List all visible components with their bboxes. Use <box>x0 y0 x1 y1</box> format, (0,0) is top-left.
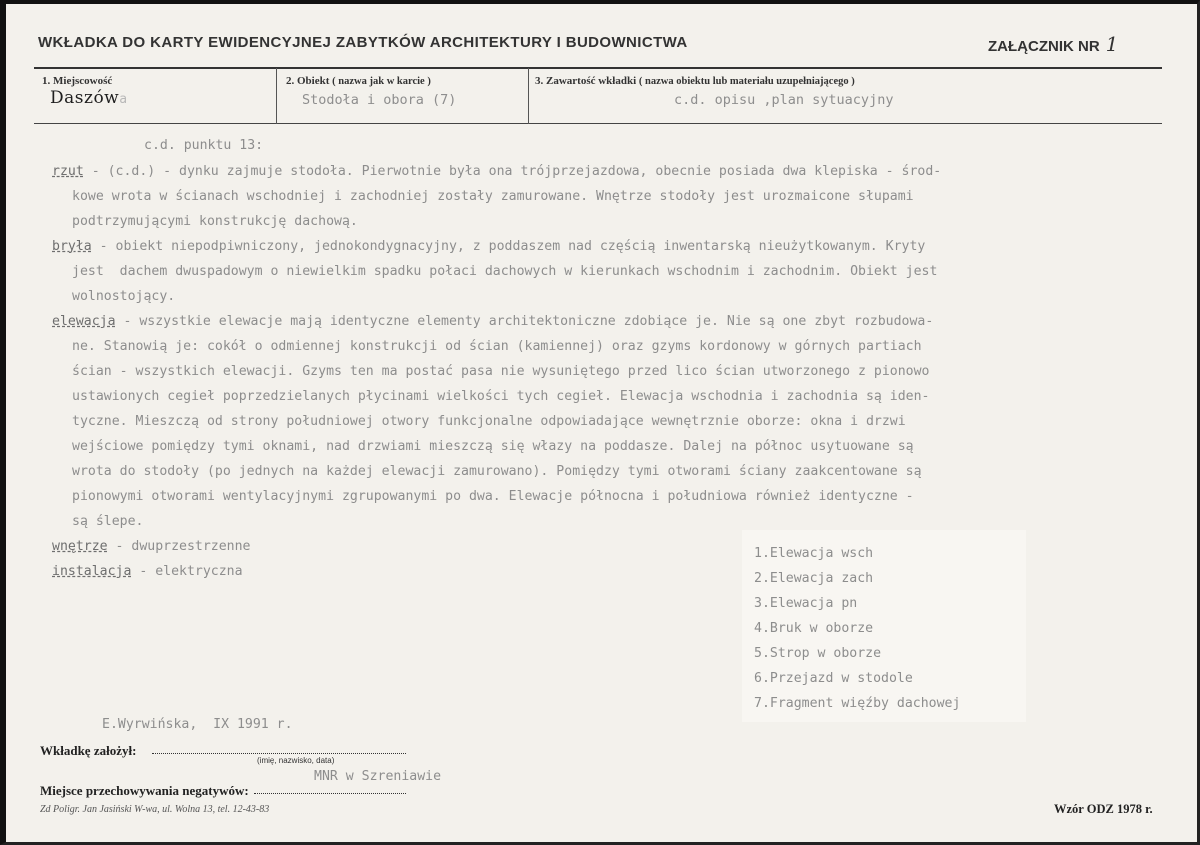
body-line-text: są ślepe. <box>72 514 144 529</box>
annex-label-text: ZAŁĄCZNIK NR <box>988 38 1100 55</box>
field-object-label <box>286 75 431 87</box>
author-typed: E.Wyrwińska, IX 1991 r. <box>102 717 293 732</box>
body-line-text: ustawionych cegieł poprzedzielanych płycinami wielkości tych cegieł. Elewacja wschodnia i zachodnia są iden- <box>72 389 930 404</box>
form-title: WKŁADKA DO KARTY EWIDENCYJNEJ ZABYTKÓW ARCHITEKTURY I BUDOWNICTWA <box>38 34 688 51</box>
body-line-text: - dwuprzestrzenne <box>107 539 251 554</box>
body-line-text: wolnostojący. <box>72 289 176 304</box>
established-dotted-line <box>152 753 406 754</box>
body-line <box>52 164 941 179</box>
field-divider-2 <box>528 68 529 124</box>
body-line-text: - (c.d.) - dynku zajmuje stodoła. Pierwotnie była ona trójprzejazdowa, obecnie posiada dwa klepiska - środ- <box>83 164 942 179</box>
body-line <box>72 464 922 479</box>
locality-handwritten: Daszów <box>50 88 120 108</box>
body-line-text: wejściowe pomiędzy tymi oknami, nad drzwiami mieszczą się włazy na poddasze. Dalej na północ usytuowane są <box>72 439 914 454</box>
body-line-text: - elektryczna <box>131 564 243 579</box>
body-line <box>52 239 925 254</box>
field-locality-value <box>50 88 128 108</box>
section-keyword: instalacja <box>52 564 132 579</box>
photo-item: 3.Elewacja pn <box>754 596 858 611</box>
body-line <box>72 439 914 454</box>
body-line-text: ne. Stanowią je: cokół o odmiennej konstrukcji od ścian (kamiennej) oraz gzyms kordonowy w górnych partiach <box>72 339 922 354</box>
photo-item: 1.Elewacja wsch <box>754 546 874 561</box>
object-label-hint: ( nazwa jak w karcie ) <box>332 76 431 87</box>
photo-list-label <box>742 530 1026 722</box>
body-line <box>52 539 251 554</box>
body-line-text: tyczne. Mieszczą od strony południowej otwory funkcjonalne odpowiadające wewnętrznie oborze: okna i drzwi <box>72 414 906 429</box>
body-line-text: ścian - wszystkich elewacji. Gzyms ten ma postać pasa nie wysuniętego przed lico ścian utworzonego z pionowo <box>72 364 930 379</box>
body-line-text: - obiekt niepodpiwniczony, jednokondygnacyjny, z poddaszem nad częścią inwentarską nieużytkowanym. Kryty <box>91 239 926 254</box>
photo-item: 5.Strop w oborze <box>754 646 882 661</box>
locality-typed-tail: a <box>119 92 128 107</box>
body-line <box>72 339 922 354</box>
field-locality-label: 1. Miejscowość <box>42 75 113 87</box>
form-pattern-code: Wzór ODZ 1978 r. <box>1054 802 1153 816</box>
body-line-text: pionowymi otworami wentylacyjnymi zgrupowanymi po dwa. Elewacje północna i południowa również identyczne - <box>72 489 914 504</box>
body-line <box>72 364 929 379</box>
field-content-value: c.d. opisu ,plan sytuacyjny <box>674 92 894 108</box>
photo-item: 2.Elewacja zach <box>754 571 874 586</box>
body-line <box>72 489 914 504</box>
storage-label: Miejsce przechowywania negatywów: <box>40 783 249 798</box>
section-keyword: wnętrze <box>52 539 108 554</box>
header-bottom-rule <box>34 123 1162 124</box>
established-note: (imię, nazwisko, data) <box>257 756 335 765</box>
body-intro: c.d. punktu 13: <box>144 138 264 153</box>
content-label-text: 3. Zawartość wkładki <box>535 75 637 87</box>
field-divider-1 <box>276 68 277 124</box>
storage-dotted-line <box>254 793 406 794</box>
body-line-text: kowe wrota w ścianach wschodniej i zachodniej zostały zamurowane. Wnętrze stodoły jest urozmaicone słupami <box>72 189 914 204</box>
body-line <box>72 289 175 304</box>
header-top-rule <box>34 67 1162 69</box>
body-line-text: wrota do stodoły (po jednych na każdej elewacji zamurowano). Pomiędzy tymi otworami ściany zaakcentowane są <box>72 464 922 479</box>
body-line <box>72 214 358 229</box>
body-line <box>72 414 906 429</box>
body-line <box>52 564 243 579</box>
body-line <box>72 514 143 529</box>
body-line <box>72 264 937 279</box>
body-line <box>72 189 914 204</box>
printer-imprint: Zd Poligr. Jan Jasiński W-wa, ul. Wolna 13, tel. 12-43-83 <box>40 804 270 815</box>
body-line <box>52 314 933 329</box>
body-line-text: - wszystkie elewacje mają identyczne elementy architektoniczne zdobiące je. Nie są one zbyt rozbudowa- <box>115 314 934 329</box>
object-label-text: 2. Obiekt <box>286 75 330 87</box>
section-keyword: bryła <box>52 239 92 254</box>
photo-item: 4.Bruk w oborze <box>754 621 874 636</box>
section-keyword: rzut <box>52 164 84 179</box>
body-line-text: jest dachem dwuspadowym o niewielkim spadku połaci dachowych w kierunkach wschodnim i zachodnim. Obiekt jest <box>72 264 938 279</box>
photo-item: 7.Fragment więźby dachowej <box>754 696 961 711</box>
content-label-hint: ( nazwa obiektu lub materiału uzupełniającego ) <box>638 76 855 87</box>
photo-item: 6.Przejazd w stodole <box>754 671 913 686</box>
body-line <box>72 389 929 404</box>
established-label: Wkładkę założył: <box>40 743 137 758</box>
body-line-text: podtrzymującymi konstrukcję dachową. <box>72 214 358 229</box>
field-object-value: Stodoła i obora (7) <box>302 92 457 108</box>
storage-typed: MNR w Szreniawie <box>314 769 442 784</box>
annex-number: 1 <box>1105 32 1119 56</box>
field-content-label <box>535 75 855 87</box>
annex-label <box>988 32 1118 56</box>
section-keyword: elewacja <box>52 314 116 329</box>
